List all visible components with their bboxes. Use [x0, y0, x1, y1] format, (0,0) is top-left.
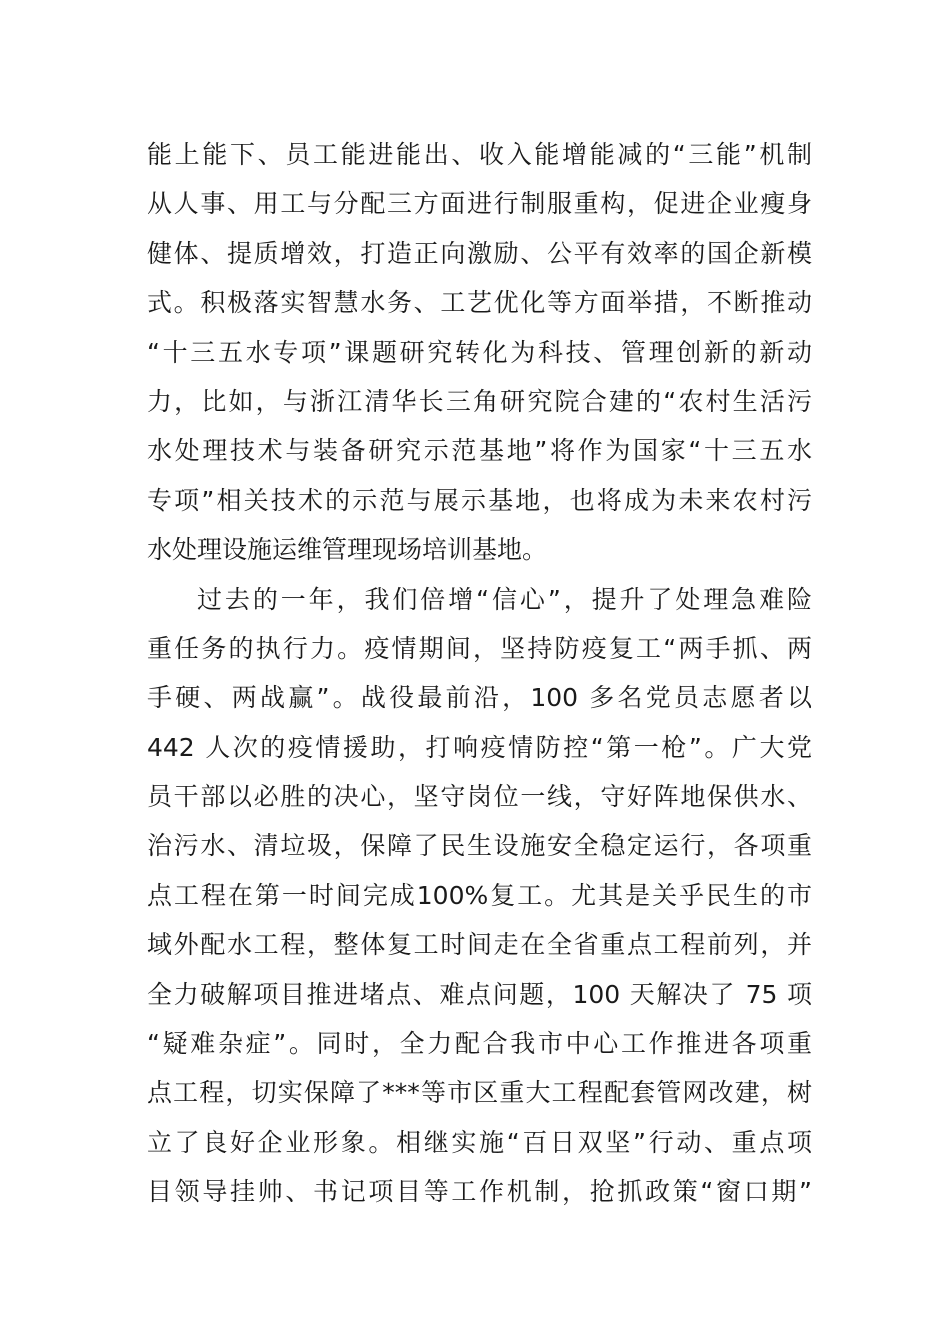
text-line: 力，比如，与浙江清华长三角研究院合建的“农村生活污 — [147, 386, 812, 416]
body-text — [147, 130, 812, 1217]
text-line: 目领导挂帅、书记项目等工作机制，抢抓政策“窗口期” — [147, 1177, 812, 1207]
text-line: 从人事、用工与分配三方面进行制服重构，促进企业瘦身 — [147, 189, 812, 219]
text-line: 手硬、两战赢”。战役最前沿，100 多名党员志愿者以 — [147, 683, 812, 713]
text-line: 立了良好企业形象。相继实施“百日双坚”行动、重点项 — [147, 1127, 812, 1157]
text-line: 点工程在第一时间完成100%复工。尤其是关乎民生的市 — [147, 880, 812, 910]
text-line: 治污水、清垃圾，保障了民生设施安全稳定运行，各项重 — [147, 831, 812, 861]
text-line: 能上能下、员工能进能出、收入能增能减的“三能”机制 — [147, 140, 812, 169]
text-line: 水处理技术与装备研究示范基地”将作为国家“十三五水 — [147, 436, 812, 466]
text-line: “十三五水专项”课题研究转化为科技、管理创新的新动 — [147, 337, 812, 367]
text-line: 健体、提质增效，打造正向激励、公平有效率的国企新模 — [147, 238, 812, 268]
text-line: 专项”相关技术的示范与展示基地，也将成为未来农村污 — [147, 485, 812, 515]
text-line: 442 人次的疫情援助，打响疫情防控“第一枪”。广大党 — [147, 732, 812, 762]
text-line: 式。积极落实智慧水务、工艺优化等方面举措，不断推动 — [147, 288, 812, 318]
text-line: 员干部以必胜的决心，坚守岗位一线，守好阵地保供水、 — [147, 782, 812, 812]
text-line: “疑难杂症”。同时，全力配合我市中心工作推进各项重 — [147, 1029, 812, 1059]
text-line: 点工程，切实保障了***等市区重大工程配套管网改建，树 — [147, 1078, 812, 1108]
paragraph-end-line: 水处理设施运维管理现场培训基地。 — [147, 535, 548, 565]
text-line: 全力破解项目推进堵点、难点问题，100 天解决了 75 项 — [147, 979, 812, 1009]
text-line: 域外配水工程，整体复工时间走在全省重点工程前列，并 — [147, 930, 812, 960]
text-line: 重任务的执行力。疫情期间，坚持防疫复工“两手抓、两 — [147, 633, 812, 663]
paragraph-first-line: 过去的一年，我们倍增“信心”，提升了处理急难险 — [197, 584, 812, 614]
